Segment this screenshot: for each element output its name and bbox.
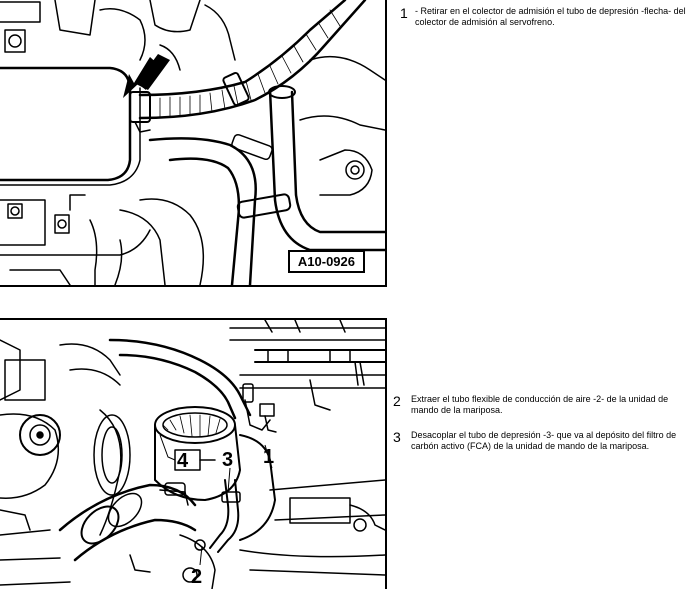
step-3-number: 3 (393, 429, 401, 445)
step-1-number: 1 (400, 5, 408, 21)
engine-illustration-bottom (0, 318, 387, 589)
callout-4: 4 (177, 450, 189, 472)
step-3-text: Desacoplar el tubo de depresión -3- que va al depósito del filtro de carbón activo (FCA) de la unidad de mando de la mariposa. (411, 430, 677, 451)
callout-3: 3 (222, 449, 234, 471)
intake-manifold-drawing (0, 0, 385, 285)
callout-1: 1 (263, 446, 275, 468)
step-1 (400, 6, 696, 28)
engine-illustration-top (0, 0, 387, 287)
figure-id-label: A10-0926 (288, 250, 365, 273)
step-1-text: - Retirar en el colector de admisión el tubo de depresión -flecha- del colector de admisión al servofreno. (415, 6, 686, 27)
step-2-text: Extraer el tubo flexible de conducción de aire -2- de la unidad de mando de la mariposa. (411, 394, 669, 415)
callout-2: 2 (191, 566, 203, 588)
throttle-unit-drawing (0, 320, 385, 589)
step-3 (393, 430, 696, 452)
step-2 (393, 394, 696, 416)
step-2-number: 2 (393, 393, 401, 409)
